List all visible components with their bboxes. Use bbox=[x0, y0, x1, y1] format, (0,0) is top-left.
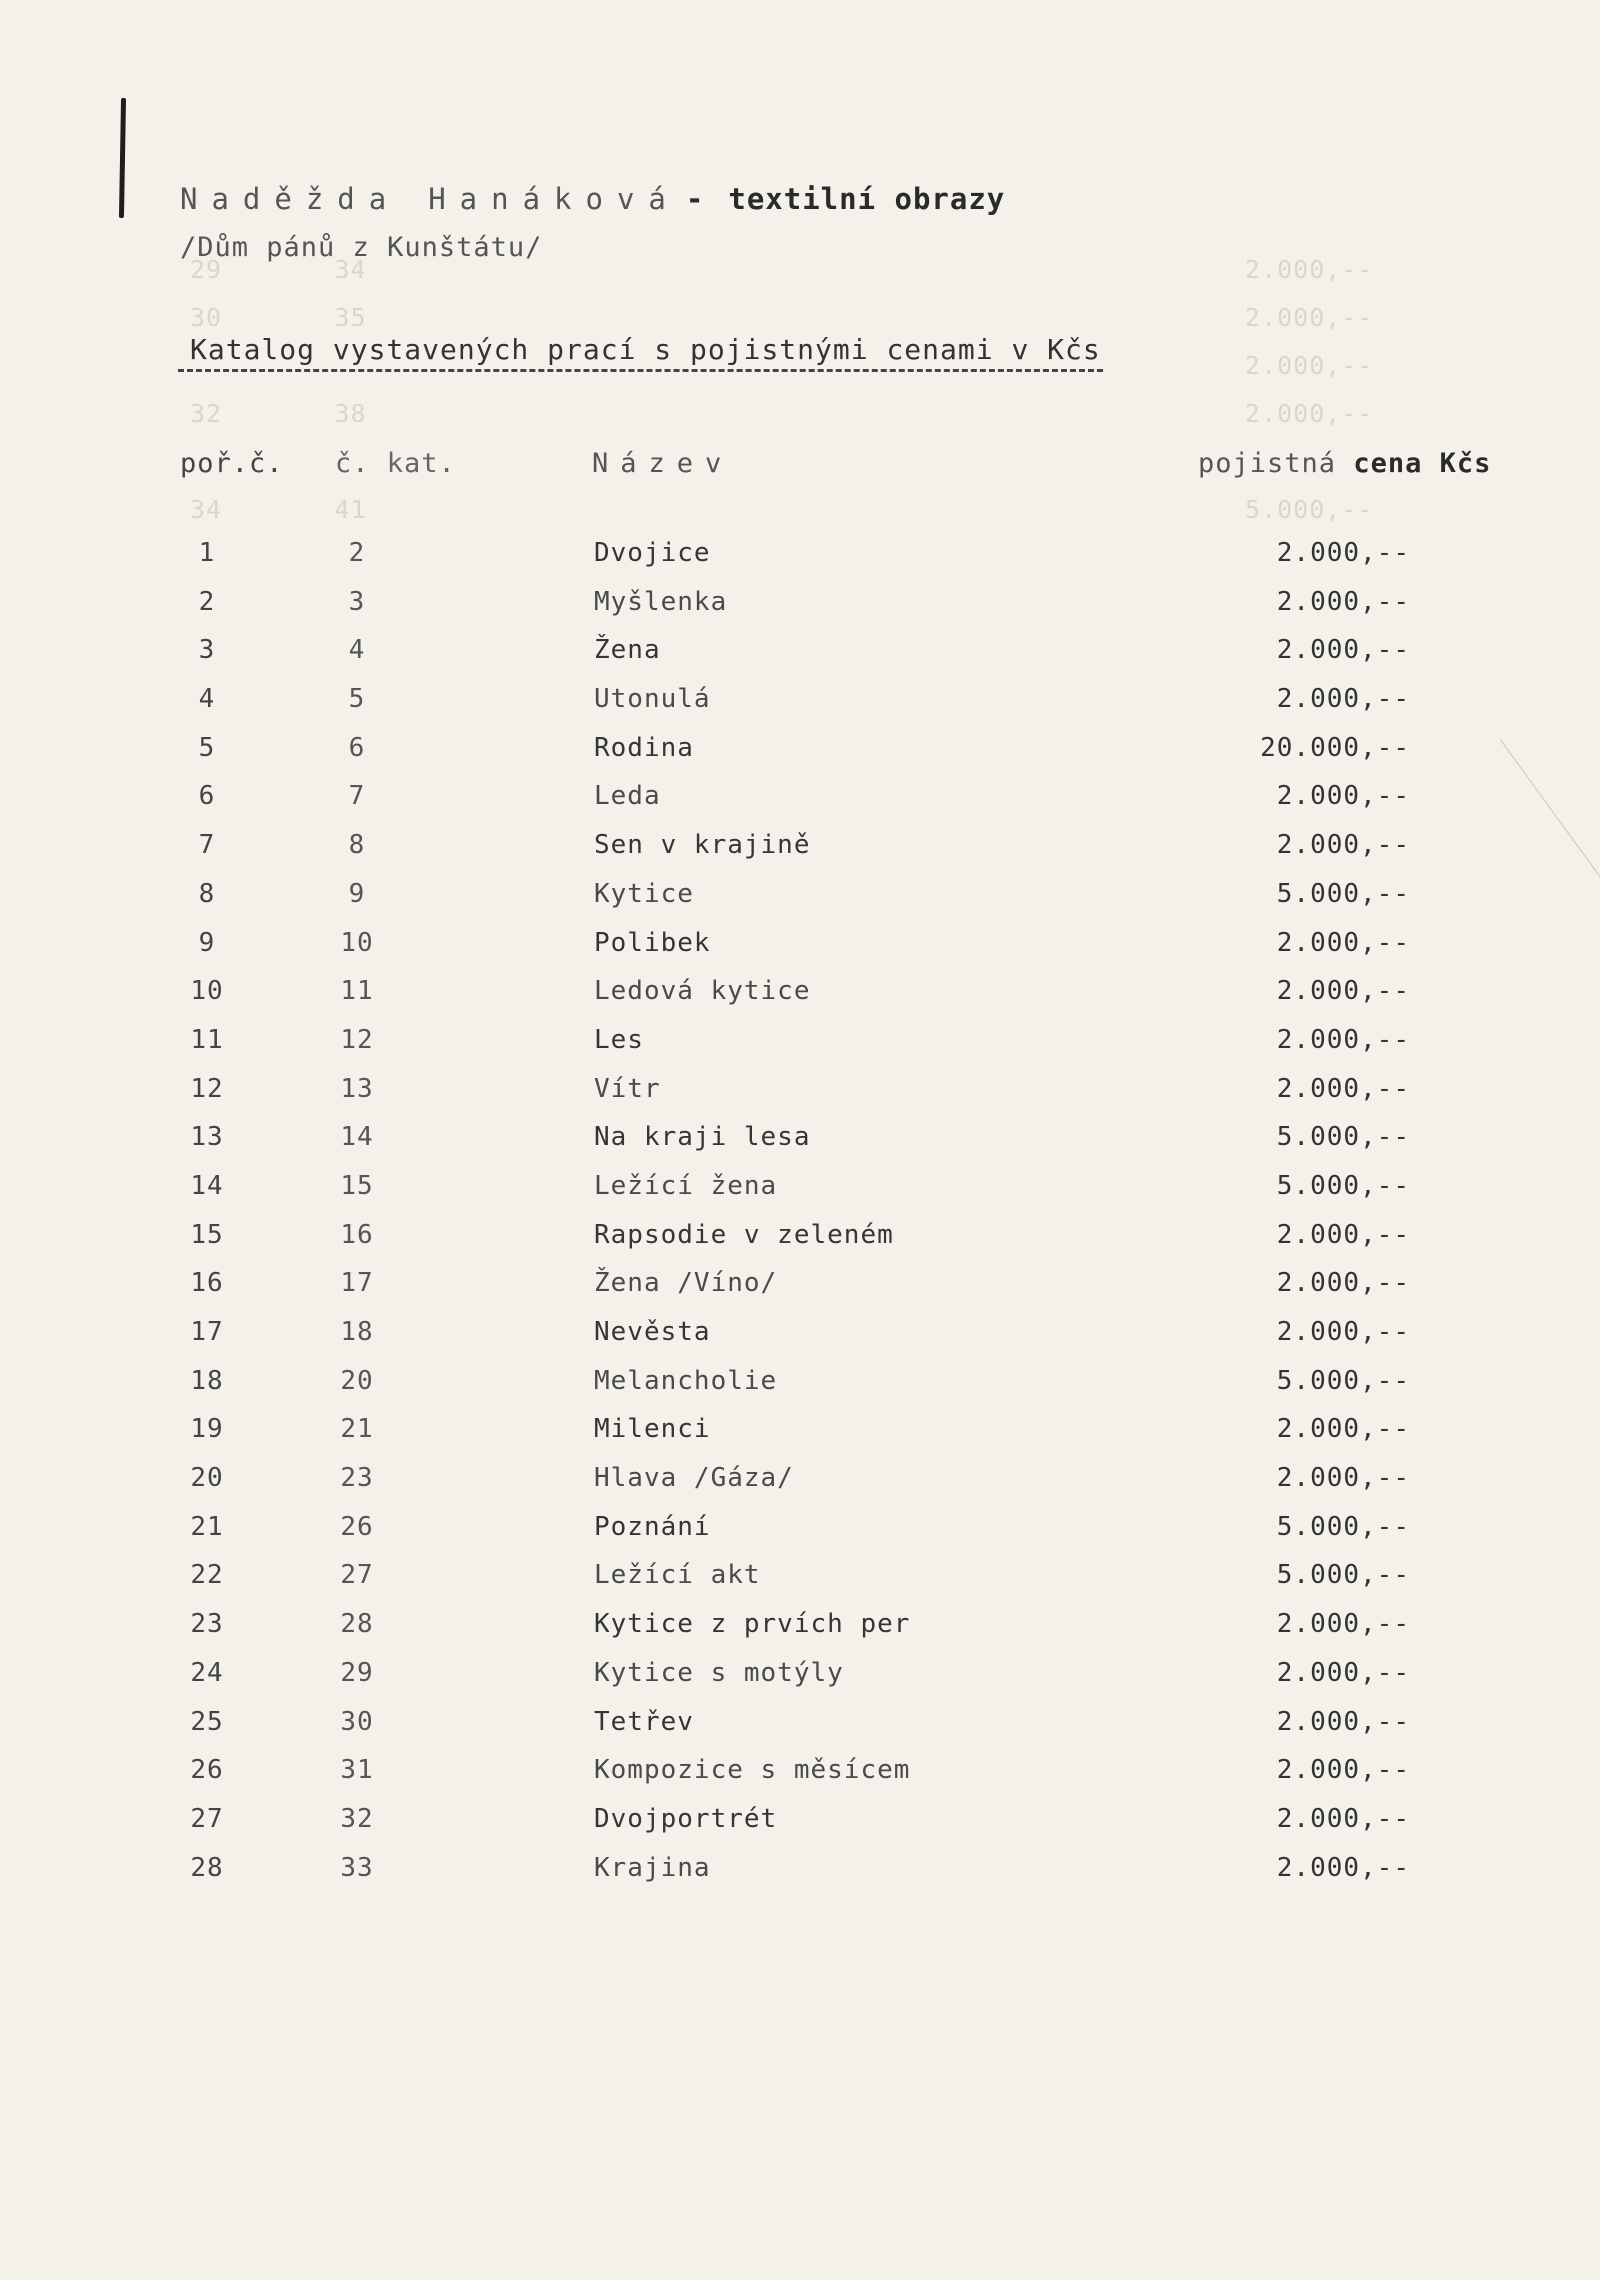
list-item bbox=[0, 1463, 1600, 1512]
order-number: 8 bbox=[198, 878, 216, 909]
work-title: Utonulá bbox=[594, 684, 711, 715]
order-number: 1 bbox=[198, 538, 216, 568]
work-title: Kytice z prvích per bbox=[594, 1609, 911, 1640]
order-number: 17 bbox=[190, 1317, 224, 1347]
work-title: Rodina bbox=[594, 732, 694, 763]
list-item bbox=[0, 1804, 1600, 1853]
insurance-price: 2.000,-- bbox=[1276, 1706, 1410, 1737]
work-title: Vítr bbox=[594, 1073, 661, 1104]
order-number: 13 bbox=[190, 1122, 224, 1153]
work-title: Žena bbox=[594, 635, 661, 666]
catalog-number: 16 bbox=[340, 1219, 374, 1250]
show-through-mark: 2.000,-- bbox=[1245, 255, 1374, 284]
order-number: 9 bbox=[198, 927, 216, 958]
list-item bbox=[0, 1609, 1600, 1658]
order-number: 3 bbox=[198, 635, 216, 666]
catalog-number: 13 bbox=[340, 1073, 374, 1104]
catalog-number: 33 bbox=[340, 1852, 374, 1883]
catalog-number: 9 bbox=[348, 878, 366, 909]
catalog-number: 2 bbox=[348, 538, 366, 568]
order-number: 2 bbox=[198, 586, 216, 617]
author-last-name: Hanáková bbox=[428, 182, 680, 216]
work-title: Kytice s motýly bbox=[594, 1657, 844, 1688]
order-number: 4 bbox=[198, 684, 216, 715]
catalog-number: 26 bbox=[340, 1511, 374, 1542]
work-title: Myšlenka bbox=[594, 586, 728, 617]
catalog-heading bbox=[190, 333, 1101, 366]
catalog-number: 5 bbox=[348, 684, 366, 715]
insurance-price: 2.000,-- bbox=[1276, 1755, 1410, 1786]
order-number: 25 bbox=[190, 1706, 224, 1737]
insurance-price: 2.000,-- bbox=[1276, 586, 1410, 617]
insurance-price: 5.000,-- bbox=[1276, 1511, 1410, 1542]
list-item bbox=[0, 1220, 1600, 1269]
column-header-price bbox=[1198, 448, 1491, 479]
list-item bbox=[0, 1074, 1600, 1123]
price-unit: cena Kčs bbox=[1353, 448, 1492, 479]
insurance-price: 2.000,-- bbox=[1276, 830, 1410, 861]
order-number: 19 bbox=[190, 1414, 224, 1445]
list-item bbox=[0, 733, 1600, 782]
work-title: Kompozice s měsícem bbox=[594, 1755, 911, 1786]
work-title: Melancholie bbox=[594, 1365, 778, 1396]
list-item bbox=[0, 928, 1600, 977]
list-item bbox=[0, 976, 1600, 1025]
heading-underline bbox=[178, 369, 1103, 372]
insurance-price: 2.000,-- bbox=[1276, 781, 1410, 812]
author-first-name: Naděžda bbox=[180, 182, 401, 216]
work-title: Na kraji lesa bbox=[594, 1122, 811, 1153]
insurance-price: 2.000,-- bbox=[1276, 927, 1410, 958]
show-through-mark: 5.000,-- bbox=[1245, 495, 1374, 524]
catalog-list bbox=[0, 538, 1600, 1901]
insurance-price: 2.000,-- bbox=[1276, 1219, 1410, 1250]
document-title bbox=[180, 182, 1005, 216]
work-title: Žena /Víno/ bbox=[594, 1268, 778, 1299]
order-number: 5 bbox=[198, 732, 216, 763]
order-number: 16 bbox=[190, 1268, 224, 1299]
order-number: 15 bbox=[190, 1219, 224, 1250]
show-through-mark: 2.000,-- bbox=[1245, 303, 1374, 332]
insurance-price: 2.000,-- bbox=[1276, 1463, 1410, 1494]
insurance-price: 5.000,-- bbox=[1276, 1122, 1410, 1153]
show-through-mark: 30 35 bbox=[190, 303, 367, 332]
insurance-price: 2.000,-- bbox=[1276, 1803, 1410, 1834]
list-item bbox=[0, 684, 1600, 733]
catalog-number: 32 bbox=[340, 1803, 374, 1834]
order-number: 26 bbox=[190, 1755, 224, 1786]
catalog-number: 31 bbox=[340, 1755, 374, 1786]
order-number: 24 bbox=[190, 1657, 224, 1688]
work-title: Polibek bbox=[594, 927, 711, 958]
work-title: Ledová kytice bbox=[594, 976, 811, 1007]
show-through-mark: 2.000,-- bbox=[1245, 351, 1374, 380]
list-item bbox=[0, 1025, 1600, 1074]
list-item bbox=[0, 879, 1600, 928]
insurance-price: 2.000,-- bbox=[1276, 1657, 1410, 1688]
work-title: Les bbox=[594, 1024, 644, 1055]
insurance-price: 2.000,-- bbox=[1276, 538, 1410, 568]
catalog-number: 12 bbox=[340, 1024, 374, 1055]
order-number: 12 bbox=[190, 1073, 224, 1104]
list-item bbox=[0, 781, 1600, 830]
title-dash: - bbox=[685, 182, 705, 216]
order-number: 20 bbox=[190, 1463, 224, 1494]
order-number: 23 bbox=[190, 1609, 224, 1640]
exhibition-subject: textilní obrazy bbox=[728, 182, 1006, 216]
work-title: Hlava /Gáza/ bbox=[594, 1463, 794, 1494]
insurance-price: 2.000,-- bbox=[1276, 1609, 1410, 1640]
list-item bbox=[0, 1171, 1600, 1220]
show-through-mark: 34 41 bbox=[190, 495, 367, 524]
list-item bbox=[0, 538, 1600, 587]
list-item bbox=[0, 635, 1600, 684]
list-item bbox=[0, 830, 1600, 879]
order-number: 22 bbox=[190, 1560, 224, 1591]
work-title: Nevěsta bbox=[594, 1317, 711, 1347]
catalog-number: 10 bbox=[340, 927, 374, 958]
list-item bbox=[0, 1755, 1600, 1804]
catalog-number: 11 bbox=[340, 976, 374, 1007]
work-title: Kytice bbox=[594, 878, 694, 909]
list-item bbox=[0, 587, 1600, 636]
margin-mark bbox=[119, 98, 126, 218]
show-through-mark: 29 34 bbox=[190, 255, 367, 284]
column-header-catalog: č. kat. bbox=[335, 448, 456, 479]
insurance-price: 2.000,-- bbox=[1276, 684, 1410, 715]
insurance-price: 2.000,-- bbox=[1276, 976, 1410, 1007]
catalog-number: 8 bbox=[348, 830, 366, 861]
show-through-mark: 2.000,-- bbox=[1245, 399, 1374, 428]
list-item bbox=[0, 1512, 1600, 1561]
catalog-number: 21 bbox=[340, 1414, 374, 1445]
work-title: Sen v krajině bbox=[594, 830, 811, 861]
work-title: Rapsodie v zeleném bbox=[594, 1219, 894, 1250]
order-number: 6 bbox=[198, 781, 216, 812]
column-headers bbox=[0, 448, 1600, 482]
catalog-number: 20 bbox=[340, 1365, 374, 1396]
insurance-price: 5.000,-- bbox=[1276, 1170, 1410, 1201]
insurance-price: 2.000,-- bbox=[1276, 1852, 1410, 1883]
work-title: Tetřev bbox=[594, 1706, 694, 1737]
insurance-price: 20.000,-- bbox=[1260, 732, 1410, 763]
work-title: Dvojice bbox=[594, 538, 711, 568]
list-item bbox=[0, 1414, 1600, 1463]
catalog-number: 15 bbox=[340, 1170, 374, 1201]
catalog-number: 4 bbox=[348, 635, 366, 666]
catalog-number: 28 bbox=[340, 1609, 374, 1640]
work-title: Poznání bbox=[594, 1511, 711, 1542]
list-item bbox=[0, 1853, 1600, 1902]
catalog-number: 3 bbox=[348, 586, 366, 617]
order-number: 27 bbox=[190, 1803, 224, 1834]
order-number: 11 bbox=[190, 1024, 224, 1055]
insurance-price: 2.000,-- bbox=[1276, 1317, 1410, 1347]
column-header-name: Název bbox=[592, 448, 734, 479]
catalog-number: 27 bbox=[340, 1560, 374, 1591]
price-label: pojistná bbox=[1198, 448, 1337, 479]
order-number: 7 bbox=[198, 830, 216, 861]
list-item bbox=[0, 1366, 1600, 1415]
order-number: 28 bbox=[190, 1852, 224, 1883]
insurance-price: 2.000,-- bbox=[1276, 1414, 1410, 1445]
show-through-mark: 32 38 bbox=[190, 399, 367, 428]
list-item bbox=[0, 1658, 1600, 1707]
order-number: 14 bbox=[190, 1170, 224, 1201]
work-title: Leda bbox=[594, 781, 661, 812]
catalog-number: 6 bbox=[348, 732, 366, 763]
catalog-heading-text: Katalog vystavených prací s pojistnými cenami v Kčs bbox=[190, 333, 1101, 366]
work-title: Ležící akt bbox=[594, 1560, 761, 1591]
insurance-price: 5.000,-- bbox=[1276, 1365, 1410, 1396]
list-item bbox=[0, 1707, 1600, 1756]
catalog-number: 17 bbox=[340, 1268, 374, 1299]
catalog-number: 23 bbox=[340, 1463, 374, 1494]
work-title: Milenci bbox=[594, 1414, 711, 1445]
venue-line: /Dům pánů z Kunštátu/ bbox=[180, 232, 543, 263]
insurance-price: 2.000,-- bbox=[1276, 1268, 1410, 1299]
list-item bbox=[0, 1317, 1600, 1366]
order-number: 18 bbox=[190, 1365, 224, 1396]
catalog-number: 18 bbox=[340, 1317, 374, 1347]
catalog-number: 30 bbox=[340, 1706, 374, 1737]
insurance-price: 2.000,-- bbox=[1276, 635, 1410, 666]
list-item bbox=[0, 1268, 1600, 1317]
order-number: 10 bbox=[190, 976, 224, 1007]
work-title: Ležící žena bbox=[594, 1170, 778, 1201]
work-title: Dvojportrét bbox=[594, 1803, 778, 1834]
column-header-order: poř.č. bbox=[180, 448, 284, 479]
catalog-number: 29 bbox=[340, 1657, 374, 1688]
insurance-price: 2.000,-- bbox=[1276, 1024, 1410, 1055]
insurance-price: 5.000,-- bbox=[1276, 1560, 1410, 1591]
work-title: Krajina bbox=[594, 1852, 711, 1883]
insurance-price: 5.000,-- bbox=[1276, 878, 1410, 909]
list-item bbox=[0, 1122, 1600, 1171]
catalog-number: 14 bbox=[340, 1122, 374, 1153]
catalog-number: 7 bbox=[348, 781, 366, 812]
order-number: 21 bbox=[190, 1511, 224, 1542]
list-item bbox=[0, 1560, 1600, 1609]
insurance-price: 2.000,-- bbox=[1276, 1073, 1410, 1104]
